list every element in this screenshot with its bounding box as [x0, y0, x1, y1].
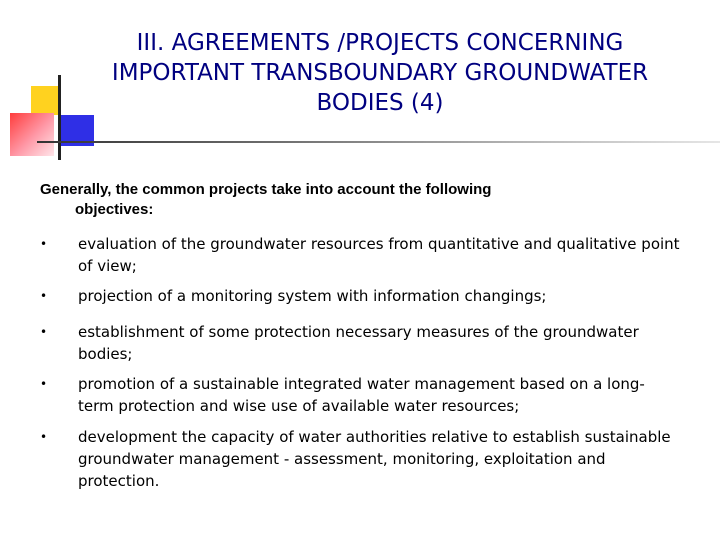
list-item — [40, 285, 680, 321]
decorative-red-square — [10, 113, 54, 156]
list-item-text: evaluation of the groundwater resources from quantitative and qualitative point of view; — [78, 235, 680, 275]
list-item-text: promotion of a sustainable integrated water management based on a long-term protection and wise use of available water resources; — [78, 375, 645, 415]
list-item — [40, 373, 680, 426]
list-item-text: establishment of some protection necessary measures of the groundwater bodies; — [78, 323, 639, 363]
slide-title-line-3: BODIES (4) — [316, 90, 444, 116]
objectives-list — [40, 233, 680, 492]
list-item — [40, 233, 680, 285]
slide-title — [80, 28, 680, 118]
intro-line-2: objectives: — [75, 201, 154, 218]
decorative-vertical-line — [58, 75, 61, 160]
list-item-text: projection of a monitoring system with information changings; — [78, 287, 547, 305]
bullet-icon: • — [40, 289, 48, 303]
title-divider-line — [37, 141, 720, 143]
slide-title-line-1: III. AGREEMENTS /PROJECTS CONCERNING — [136, 30, 624, 56]
slide-title-line-2: IMPORTANT TRANSBOUNDARY GROUNDWATER — [111, 60, 649, 86]
bullet-icon: • — [40, 325, 48, 339]
list-item-text: development the capacity of water authorities relative to establish sustainable groundwater management - assessment, monitoring, exploitation and protection. — [78, 428, 671, 490]
list-item — [40, 321, 680, 373]
decorative-yellow-square — [31, 86, 59, 115]
bullet-icon: • — [40, 237, 48, 251]
bullet-icon: • — [40, 377, 48, 391]
bullet-icon: • — [40, 430, 48, 444]
intro-line-1: Generally, the common projects take into account the following — [40, 181, 492, 198]
list-item — [40, 426, 680, 492]
intro-paragraph — [40, 180, 660, 220]
